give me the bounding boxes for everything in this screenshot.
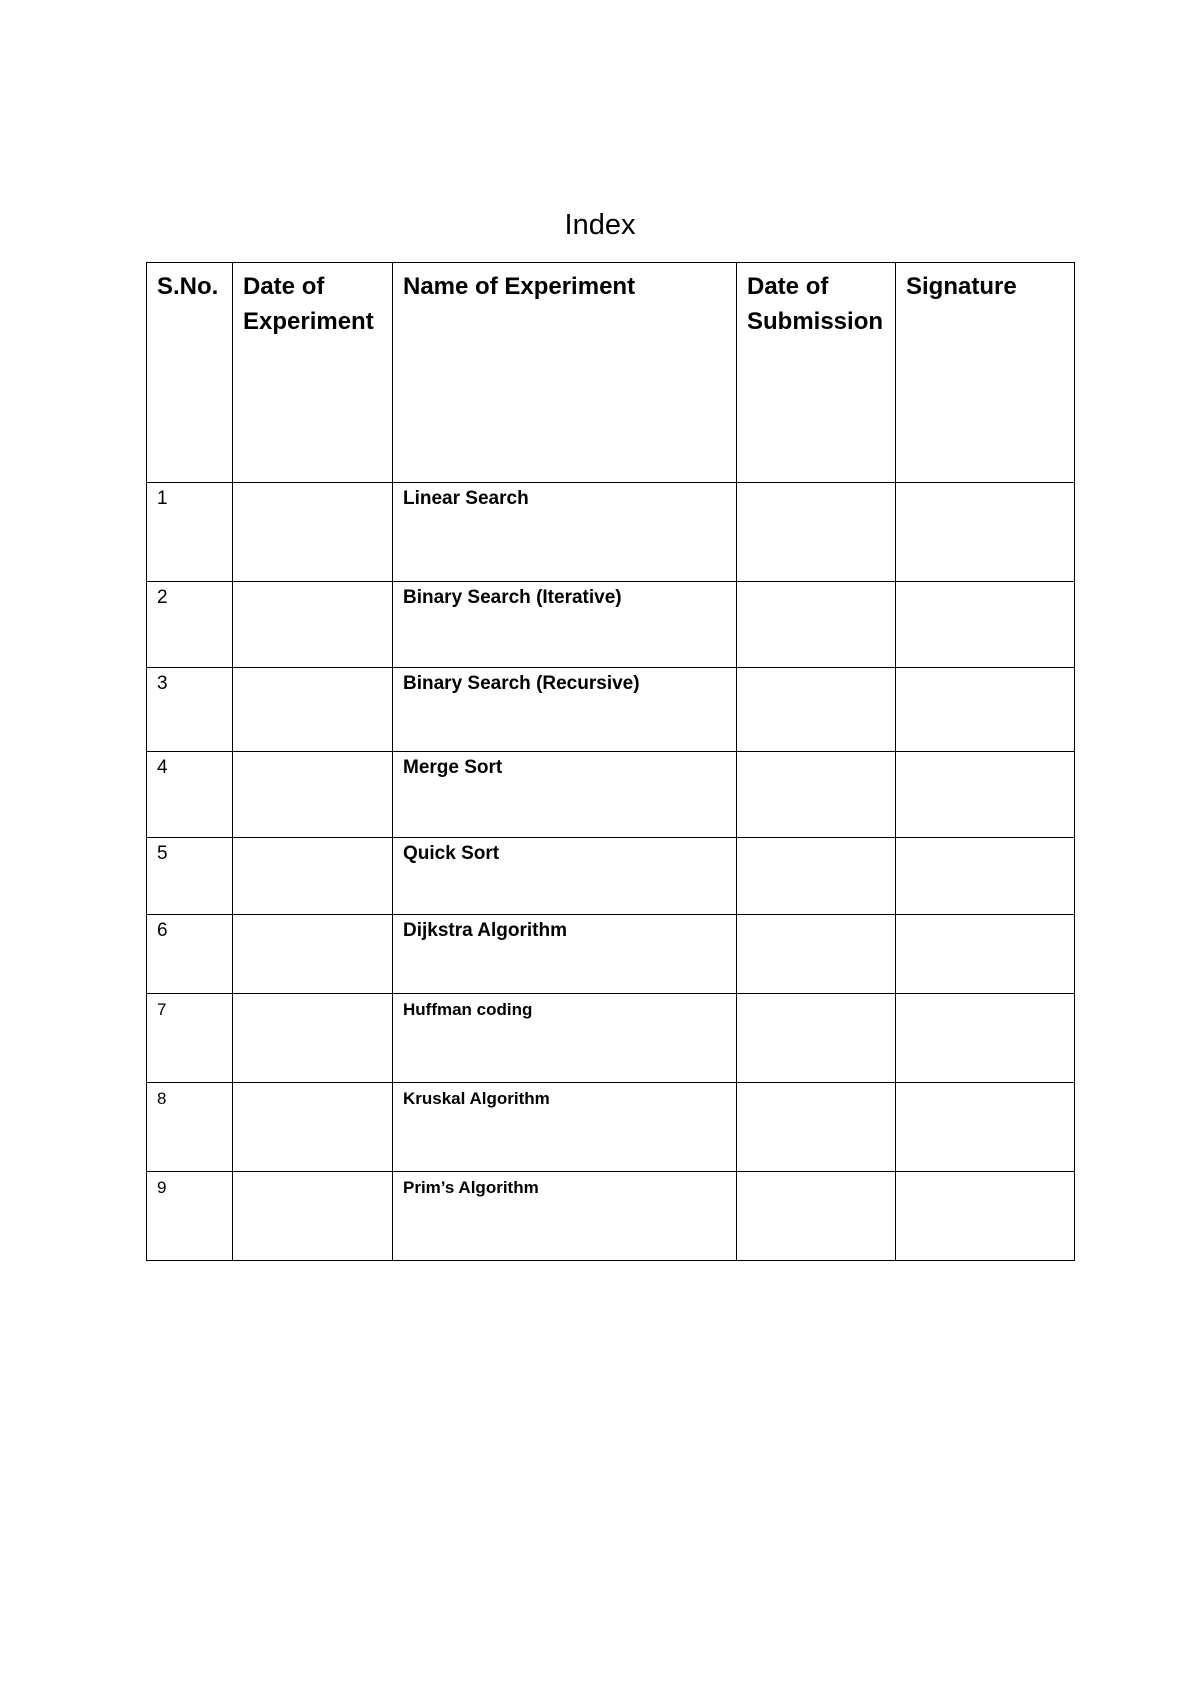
cell-date-of-submission (737, 838, 896, 915)
cell-experiment-name: Kruskal Algorithm (393, 1083, 737, 1172)
cell-signature (896, 915, 1075, 994)
cell-date-of-experiment (233, 752, 393, 838)
cell-experiment-name: Dijkstra Algorithm (393, 915, 737, 994)
cell-sno: 5 (147, 838, 233, 915)
cell-date-of-experiment (233, 1083, 393, 1172)
cell-date-of-submission (737, 668, 896, 752)
cell-sno: 2 (147, 582, 233, 668)
cell-date-of-submission (737, 1083, 896, 1172)
table-row (147, 582, 1075, 668)
cell-sno: 6 (147, 915, 233, 994)
cell-date-of-submission (737, 582, 896, 668)
cell-date-of-submission (737, 752, 896, 838)
cell-signature (896, 668, 1075, 752)
cell-experiment-name: Quick Sort (393, 838, 737, 915)
table-row (147, 994, 1075, 1083)
cell-date-of-experiment (233, 483, 393, 582)
cell-sno: 3 (147, 668, 233, 752)
table-row (147, 668, 1075, 752)
header-sno: S.No. (147, 263, 233, 483)
cell-experiment-name: Huffman coding (393, 994, 737, 1083)
cell-date-of-experiment (233, 1172, 393, 1261)
header-date-of-submission: Date of Submission (737, 263, 896, 483)
cell-date-of-submission (737, 483, 896, 582)
header-name-of-experiment: Name of Experiment (393, 263, 737, 483)
cell-date-of-submission (737, 1172, 896, 1261)
cell-date-of-experiment (233, 838, 393, 915)
header-date-of-experiment: Date of Experiment (233, 263, 393, 483)
index-table (146, 262, 1075, 1261)
table-row (147, 915, 1075, 994)
cell-signature (896, 838, 1075, 915)
table-row (147, 1172, 1075, 1261)
cell-signature (896, 1083, 1075, 1172)
cell-date-of-submission (737, 994, 896, 1083)
table-row (147, 483, 1075, 582)
cell-sno: 8 (147, 1083, 233, 1172)
cell-date-of-experiment (233, 668, 393, 752)
cell-sno: 1 (147, 483, 233, 582)
table-header-row (147, 263, 1075, 483)
cell-date-of-experiment (233, 582, 393, 668)
cell-experiment-name: Prim’s Algorithm (393, 1172, 737, 1261)
cell-experiment-name: Binary Search (Recursive) (393, 668, 737, 752)
cell-date-of-experiment (233, 994, 393, 1083)
table-row (147, 1083, 1075, 1172)
cell-sno: 7 (147, 994, 233, 1083)
header-signature: Signature (896, 263, 1075, 483)
cell-signature (896, 483, 1075, 582)
page-title: Index (564, 209, 636, 241)
cell-signature (896, 994, 1075, 1083)
cell-experiment-name: Linear Search (393, 483, 737, 582)
cell-signature (896, 1172, 1075, 1261)
cell-date-of-submission (737, 915, 896, 994)
cell-sno: 4 (147, 752, 233, 838)
cell-sno: 9 (147, 1172, 233, 1261)
cell-date-of-experiment (233, 915, 393, 994)
cell-experiment-name: Merge Sort (393, 752, 737, 838)
cell-experiment-name: Binary Search (Iterative) (393, 582, 737, 668)
table-row (147, 752, 1075, 838)
table-row (147, 838, 1075, 915)
cell-signature (896, 582, 1075, 668)
cell-signature (896, 752, 1075, 838)
